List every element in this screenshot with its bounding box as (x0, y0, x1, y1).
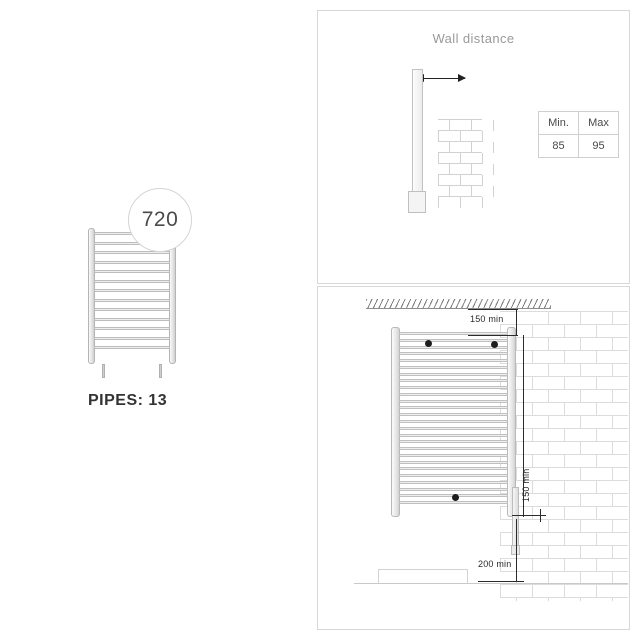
pipes-count-label: PIPES: 13 (88, 392, 168, 409)
radiator-bar (94, 270, 170, 273)
brick-joint (580, 598, 581, 601)
mounting-point-top-left (425, 340, 432, 347)
brick-row (500, 363, 628, 377)
brick-row (500, 428, 628, 442)
radiator-bar (94, 327, 170, 330)
radiator-bar (399, 474, 508, 477)
floor-skirting (378, 569, 468, 583)
radiator-bar (399, 400, 508, 403)
table-header-max: Max (579, 112, 619, 135)
brick-row (500, 389, 628, 403)
radiator-bar (399, 501, 508, 504)
radiator-bar (399, 393, 508, 396)
radiator-side-profile (412, 69, 423, 194)
supply-pipe-end-tick (540, 509, 541, 522)
product-overview-panel (0, 0, 315, 640)
wall-distance-table (538, 111, 619, 158)
height-callout-value: 720 (141, 208, 179, 231)
installation-clearance-panel (317, 286, 630, 630)
brick-joint (482, 131, 483, 142)
brick-joint (493, 164, 494, 175)
radiator-bar (399, 467, 508, 470)
brick-joint (482, 175, 483, 186)
brick-row (500, 402, 628, 416)
radiator-bar (399, 373, 508, 376)
dim-top-vertical-line (516, 309, 517, 335)
dim-top-upper-tick (468, 309, 518, 310)
radiator-bars (399, 332, 508, 512)
brick-row (500, 415, 628, 429)
radiator-bar (399, 461, 508, 464)
height-callout-badge (128, 188, 192, 252)
radiator-bar (399, 481, 508, 484)
brick-joint (493, 120, 494, 131)
radiator-bar (94, 289, 170, 292)
radiator-bar (399, 352, 508, 355)
table-header-row (539, 112, 619, 135)
table-row (539, 135, 619, 158)
wall-brick-pattern-large (500, 311, 628, 601)
brick-row (500, 506, 628, 520)
brick-row (500, 597, 628, 601)
radiator-front-view-large (391, 327, 516, 517)
brick-joint (548, 598, 549, 601)
radiator-foot-right (159, 364, 162, 378)
brick-row (500, 558, 628, 572)
dim-bottom-vertical-line (516, 519, 517, 581)
wall-distance-panel (317, 10, 630, 284)
brick-joint (493, 142, 494, 153)
radiator-bar (399, 447, 508, 450)
radiator-bar (399, 488, 508, 491)
table-header-min: Min. (539, 112, 579, 135)
table-cell-max: 95 (579, 135, 619, 158)
brick-row (500, 350, 628, 364)
radiator-bar (399, 379, 508, 382)
brick-joint (460, 197, 461, 208)
brick-row (500, 454, 628, 468)
brick-row (500, 441, 628, 455)
radiator-bar (94, 346, 170, 349)
brick-row (500, 480, 628, 494)
radiator-bar (399, 406, 508, 409)
dim-bottom-label: 200 min (478, 559, 512, 569)
radiator-bar (399, 366, 508, 369)
brick-row (500, 532, 628, 546)
brick-row (500, 324, 628, 338)
radiator-bar (94, 308, 170, 311)
brick-joint (482, 153, 483, 164)
brick-row (500, 519, 628, 533)
radiator-bar (94, 318, 170, 321)
brick-joint (482, 197, 483, 208)
brick-row (500, 467, 628, 481)
ceiling-hatch (366, 299, 551, 309)
mounting-point-top-right (491, 341, 498, 348)
brick-joint (438, 197, 439, 208)
dim-side-label: 150 min (521, 468, 531, 502)
brick-row (438, 196, 482, 208)
radiator-bar (399, 386, 508, 389)
radiator-bar (94, 299, 170, 302)
table-cell-min: 85 (539, 135, 579, 158)
brick-joint (612, 598, 613, 601)
wall-brick-pattern-small (438, 119, 482, 205)
dim-top-lower-tick (468, 335, 518, 336)
radiator-valve-block (408, 191, 426, 213)
radiator-bar (399, 440, 508, 443)
arrow-right-icon (458, 74, 466, 82)
brick-joint (516, 598, 517, 601)
brick-row (500, 337, 628, 351)
dim-bottom-tick (478, 581, 524, 582)
radiator-bar (399, 434, 508, 437)
wall-distance-dimension-line (417, 78, 465, 79)
radiator-bar (399, 420, 508, 423)
radiator-bar (399, 413, 508, 416)
radiator-bar (94, 337, 170, 340)
radiator-bar (399, 359, 508, 362)
radiator-bar (94, 261, 170, 264)
wall-distance-title: Wall distance (432, 31, 515, 46)
radiator-bar (399, 427, 508, 430)
mounting-point-bottom (452, 494, 459, 501)
brick-row (500, 376, 628, 390)
brick-row (500, 584, 628, 598)
radiator-bar (399, 454, 508, 457)
floor-line (354, 583, 628, 584)
brick-row (500, 311, 628, 325)
dim-top-label: 150 min (470, 314, 504, 324)
brick-joint (493, 186, 494, 197)
radiator-bar (94, 280, 170, 283)
brick-row (500, 493, 628, 507)
radiator-foot-left (102, 364, 105, 378)
